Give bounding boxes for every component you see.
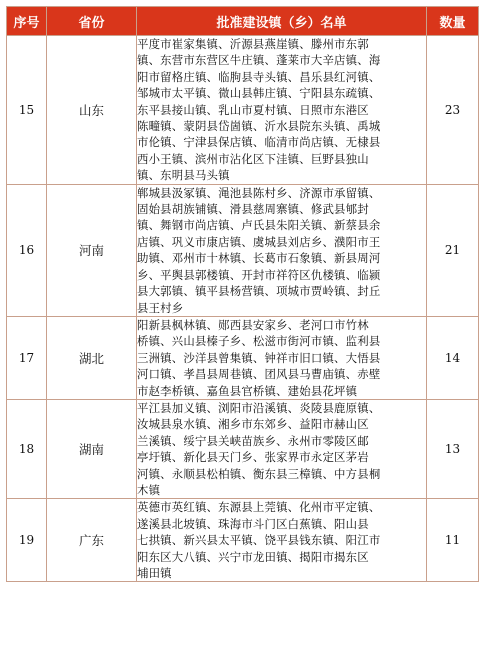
town-list-line: 三洲镇、沙洋县曾集镇、钟祥市旧口镇、大悟县 <box>137 350 381 365</box>
town-list-line: 兰溪镇、绥宁县关峡苗族乡、永州市零陵区邮 <box>137 433 369 448</box>
table-row <box>7 316 479 399</box>
town-list-line: 市伦镇、宁津县保店镇、临清市尚店镇、无棣县 <box>137 135 381 150</box>
town-list-line: 桥镇、兴山县榛子乡、松滋市街河市镇、监利县 <box>137 334 381 349</box>
town-list-line: 东平县接山镇、乳山市夏村镇、日照市东港区 <box>137 102 369 117</box>
town-list-line: 阳新县枫林镇、郧西县安家乡、老河口市竹林 <box>137 317 369 332</box>
town-list-line: 汝城县泉水镇、湘乡市东郊乡、益阳市赫山区 <box>137 417 369 432</box>
row-town-list <box>137 316 427 399</box>
town-list-line: 陈疃镇、蒙阴县岱崮镇、沂水县院东头镇、禹城 <box>137 119 381 134</box>
town-list-line: 遂溪县北坡镇、珠海市斗门区白蕉镇、阳山县 <box>137 516 369 531</box>
town-list-line: 助镇、邓州市十林镇、长葛市石象镇、新县周河 <box>137 251 381 266</box>
header-province: 省份 <box>47 7 137 36</box>
town-list-line: 县王村乡 <box>137 300 184 315</box>
row-province: 湖南 <box>47 399 137 498</box>
row-town-list <box>137 499 427 582</box>
town-list-line: 镇、舞钢市尚店镇、卢氏县朱阳关镇、新蔡县余 <box>137 218 381 233</box>
row-province: 广东 <box>47 499 137 582</box>
town-list-line: 七拱镇、新兴县太平镇、饶平县钱东镇、阳江市 <box>137 533 381 548</box>
approved-towns-table <box>6 6 479 582</box>
header-index: 序号 <box>7 7 47 36</box>
town-list-line: 英德市英红镇、东源县上莞镇、化州市平定镇、 <box>137 500 381 515</box>
row-count: 11 <box>427 499 479 582</box>
town-list-line: 平度市崔家集镇、沂源县燕崖镇、滕州市东郭 <box>137 37 369 51</box>
row-count: 21 <box>427 184 479 316</box>
row-town-list <box>137 399 427 498</box>
town-list-line: 固始县胡族铺镇、滑县慈周寨镇、修武县郇封 <box>137 202 369 217</box>
row-count: 13 <box>427 399 479 498</box>
row-index: 18 <box>7 399 47 498</box>
row-count: 23 <box>427 36 479 185</box>
table-row <box>7 36 479 185</box>
header-names: 批准建设镇（乡）名单 <box>137 7 427 36</box>
table-row <box>7 184 479 316</box>
town-list-line: 市赵李桥镇、嘉鱼县官桥镇、建始县花坪镇 <box>137 383 358 398</box>
town-list-line: 镇、东明县马头镇 <box>137 168 230 183</box>
town-list-line: 邹城市太平镇、微山县韩庄镇、宁阳县东疏镇、 <box>137 86 381 101</box>
header-count: 数量 <box>427 7 479 36</box>
table-row <box>7 399 479 498</box>
row-index: 17 <box>7 316 47 399</box>
row-index: 15 <box>7 36 47 185</box>
table-header-row <box>7 7 479 36</box>
town-list-line: 木镇 <box>137 482 161 497</box>
town-list-line: 阳市留格庄镇、临朐县寺头镇、昌乐县红河镇、 <box>137 69 381 84</box>
town-list-line: 亭圩镇、新化县天门乡、张家界市永定区茅岩 <box>137 450 369 465</box>
row-index: 16 <box>7 184 47 316</box>
town-list-line: 平江县加义镇、浏阳市沿溪镇、炎陵县鹿原镇、 <box>137 400 381 415</box>
row-index: 19 <box>7 499 47 582</box>
town-list-line: 乡、平舆县郭楼镇、开封市祥符区仇楼镇、临颍 <box>137 267 381 282</box>
table-row <box>7 499 479 582</box>
town-list-line: 阳东区大八镇、兴宁市龙田镇、揭阳市揭东区 <box>137 549 369 564</box>
row-count: 14 <box>427 316 479 399</box>
town-list-line: 县大郭镇、镇平县杨营镇、项城市贾岭镇、封丘 <box>137 284 381 299</box>
town-list-line: 河口镇、孝昌县周巷镇、团风县马曹庙镇、赤壁 <box>137 367 381 382</box>
row-town-list <box>137 184 427 316</box>
row-province: 湖北 <box>47 316 137 399</box>
row-province: 山东 <box>47 36 137 185</box>
row-town-list <box>137 36 427 185</box>
town-list-line: 镇、东营市东营区牛庄镇、蓬莱市大辛店镇、海 <box>137 53 381 68</box>
town-list-line: 郸城县汲冢镇、渑池县陈村乡、济源市承留镇、 <box>137 185 381 200</box>
town-list-line: 埔田镇 <box>137 566 172 580</box>
town-list-line: 河镇、永顺县松柏镇、衡东县三樟镇、中方县桐 <box>137 466 381 481</box>
row-province: 河南 <box>47 184 137 316</box>
town-list-line: 西小王镇、滨州市沾化区下洼镇、巨野县独山 <box>137 151 369 166</box>
town-list-line: 店镇、巩义市康店镇、虞城县刘店乡、濮阳市王 <box>137 234 381 249</box>
